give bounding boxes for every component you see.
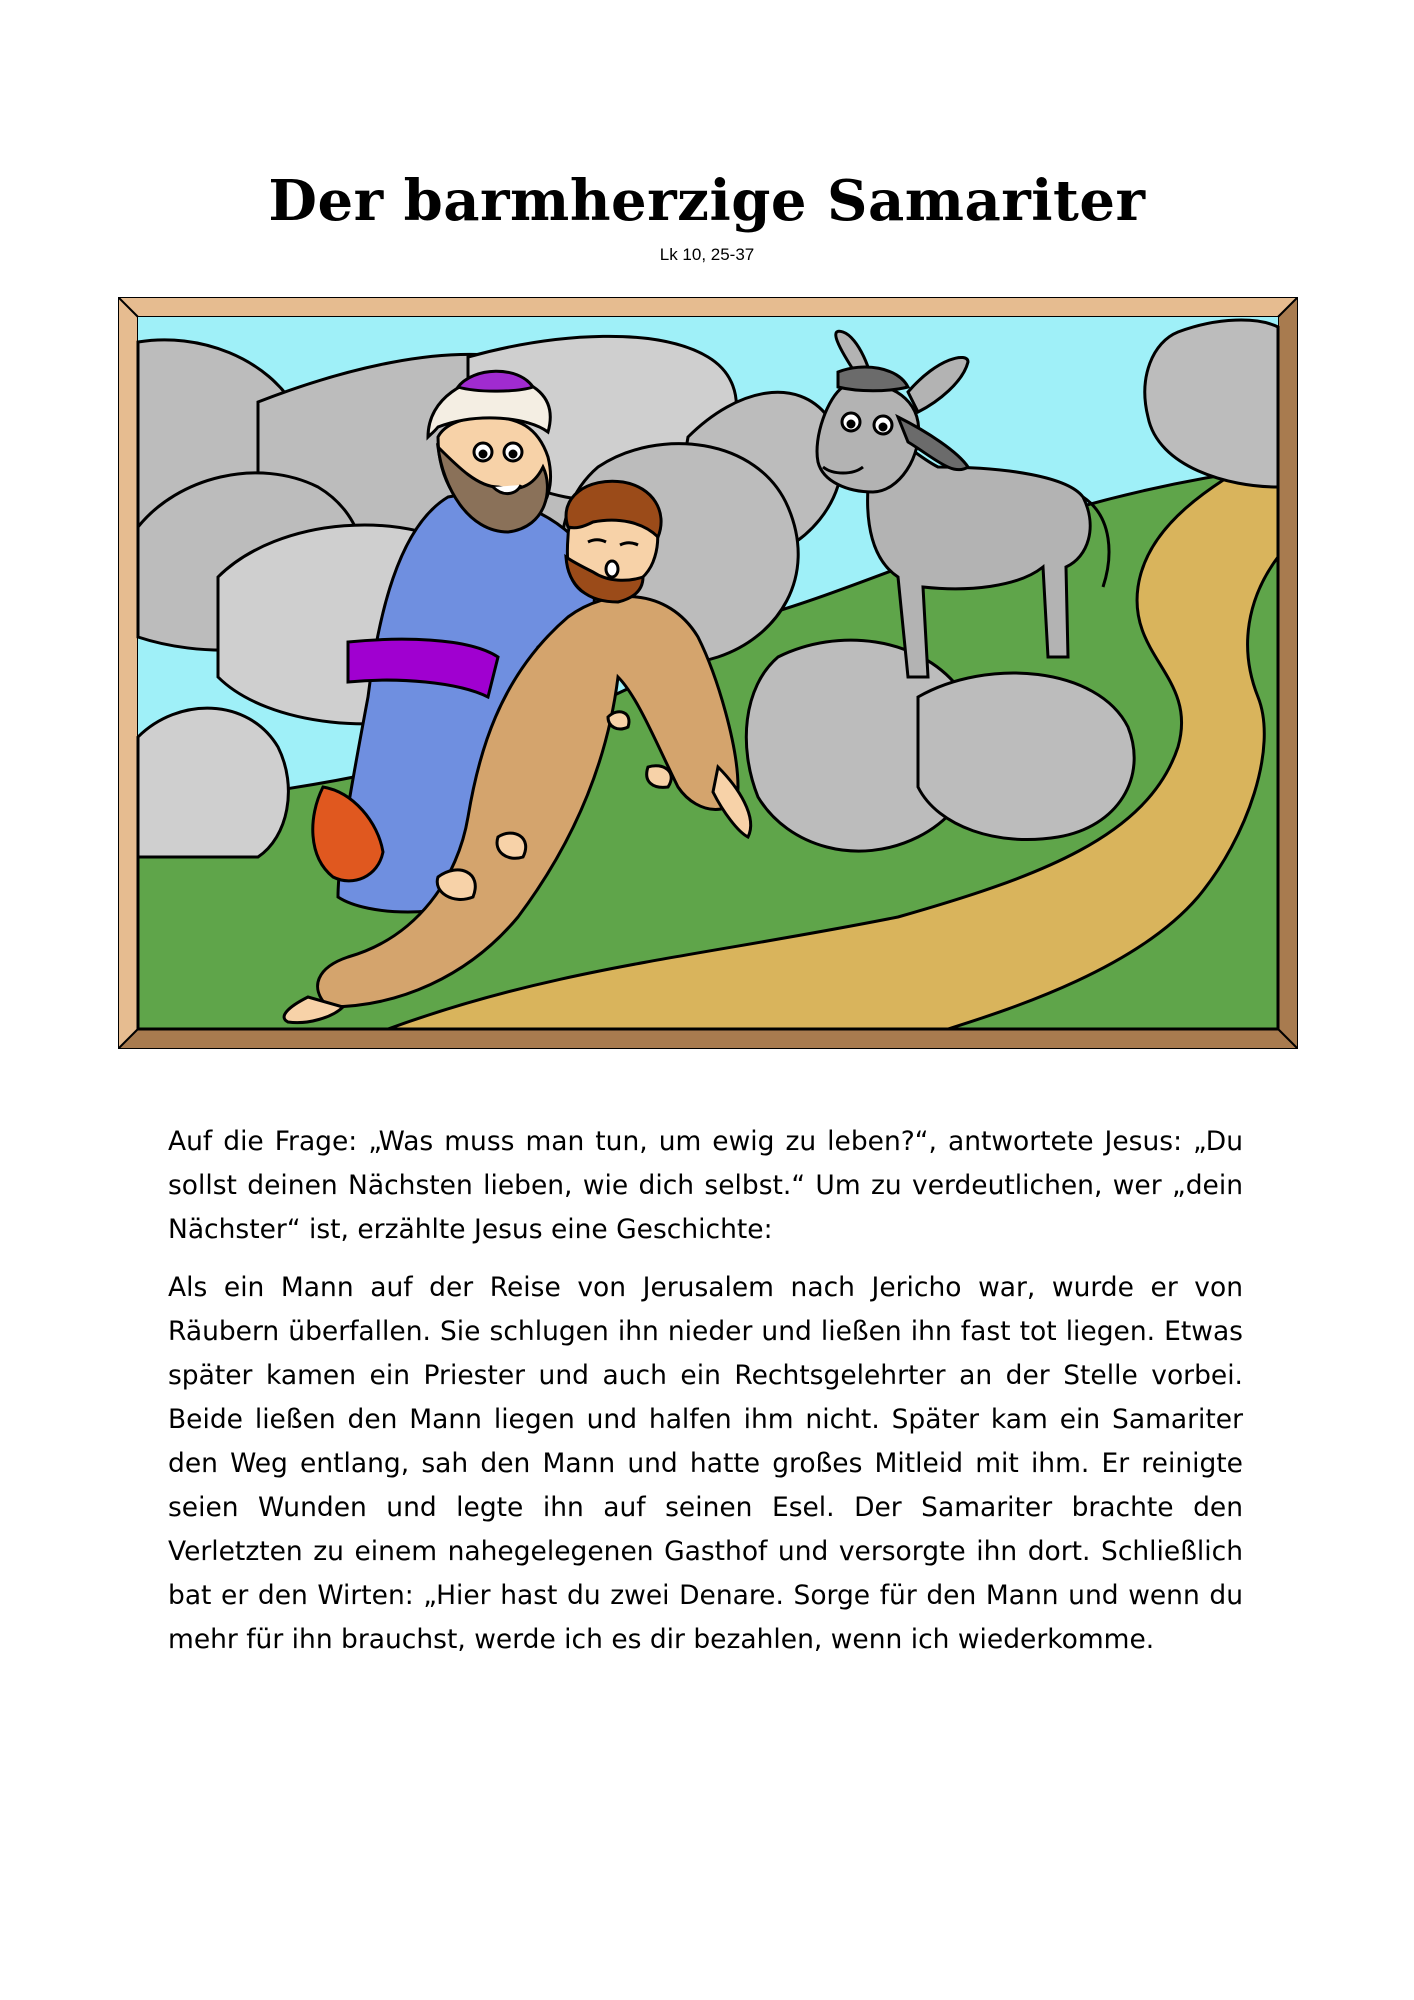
paragraph-intro: Auf die Frage: „Was muss man tun, um ewig zu leben?“, antwortete Jesus: „Du sollst deinen Nächsten lieben, wie dich selbst.“ Um zu verdeutlichen, wer „dein Nächster“ ist, erzählte Jesus eine Geschichte: [168,1126,1243,1245]
frame-bottom [118,1029,1298,1049]
illustration-frame [118,297,1298,1049]
rock-right-2 [918,673,1134,840]
frame-top [118,297,1298,317]
frame-left [118,297,138,1049]
paragraph-story: Als ein Mann auf der Reise von Jerusalem nach Jericho war, wurde er von Räubern überfallen. Sie schlugen ihn nieder und ließen ihn fast tot liegen. Etwas später kamen ein Priester und auch ein Rechtsgelehrter an der Stelle vorbei. Beide ließen den Mann liegen und halfen ihm nicht. Später kam ein Samariter den Weg entlang, sah den Mann und hatte großes Mitleid mit ihm. Er reinigte seien Wunden und legte ihn auf seinen Esel. Der Samariter brachte den Verletzten zu einem nahegelegenen Gasthof und versorgte ihn dort. Schließlich bat er den Wirten: „Hier hast du zwei Denare. Sorge für den Mann und wenn du mehr für ihn brauchst, werde ich es dir bezahlen, wenn ich wiederkomme. [168,1272,1243,1655]
story-text [168,1120,1243,1676]
frame-right [1278,297,1298,1049]
page-title: Der barmherzige Samariter [268,168,1146,234]
rock-left-3 [138,708,288,857]
bible-reference: Lk 10, 25-37 [659,245,755,264]
samaritan-illustration [118,297,1298,1049]
